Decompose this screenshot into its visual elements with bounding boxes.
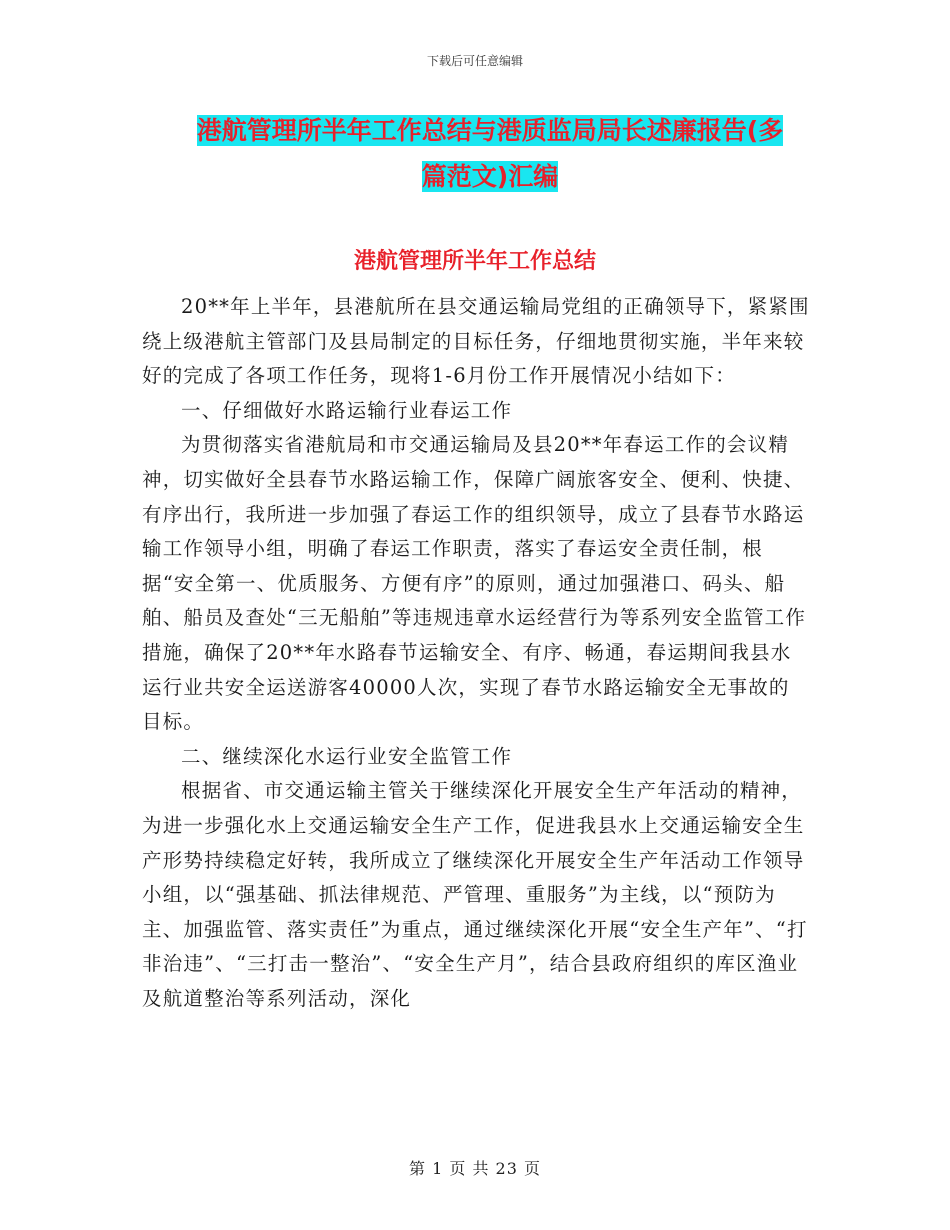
page-footer: 第 1 页 共 23 页: [409, 1159, 541, 1178]
section-title: 港航管理所半年工作总结: [353, 249, 596, 274]
title-line-2: 篇范文)汇编: [421, 162, 559, 191]
title-line-1: 港航管理所半年工作总结与港质监局局长述廉报告(多: [196, 116, 784, 145]
heading-item-2: 二、继续深化水运行业安全监管工作: [181, 744, 513, 768]
paragraph-spring-transport: 为贯彻落实省港航局和市交通运输局及县20**年春运工作的会议精神，切实做好全县春节水路运输工作，保障广阔旅客安全、便利、快捷、有序出行，我所进一步加强了春运工作的组织领导，成立了县春节水路运输工作领导小组，明确了春运工作职责，落实了春运安全责任制，根据“安全第一、优质服务、方便有序”的原则，通过加强港口、码头、船舶、船员及查处“三无船舶”等违规违章水运经营行为等系列安全监管工作措施，确保了20**年水路春节运输安全、有序、畅通，春运期间我县水运行业共安全运送游客40000人次，实现了春节水路运输安全无事故的目标。: [142, 433, 807, 734]
heading-item-1: 一、仔细做好水路运输行业春运工作: [181, 398, 513, 422]
paragraph-safety-supervision: 根据省、市交通运输主管关于继续深化开展安全生产年活动的精神，为进一步强化水上交通运输安全生产工作，促进我县水上交通运输安全生产形势持续稳定好转，我所成立了继续深化开展安全生产年活动工作领导小组，以“强基础、抓法律规范、严管理、重服务”为主线，以“预防为主、加强监管、落实责任”为重点，通过继续深化开展“安全生产年”、“打非治违”、“三打击一整治”、“安全生产月”，结合县政府组织的库区渔业及航道整治等系列活动，深化: [142, 779, 808, 1010]
document-title: [150, 108, 830, 200]
paragraph-intro: 20**年上半年，县港航所在县交通运输局党组的正确领导下，紧紧围绕上级港航主管部门及县局制定的目标任务，仔细地贯彻实施，半年来较好的完成了各项工作任务，现将1-6月份工作开展情况小结如下：: [142, 295, 810, 388]
header-note: 下载后可任意编辑: [426, 54, 523, 68]
body-text: [142, 290, 810, 1016]
